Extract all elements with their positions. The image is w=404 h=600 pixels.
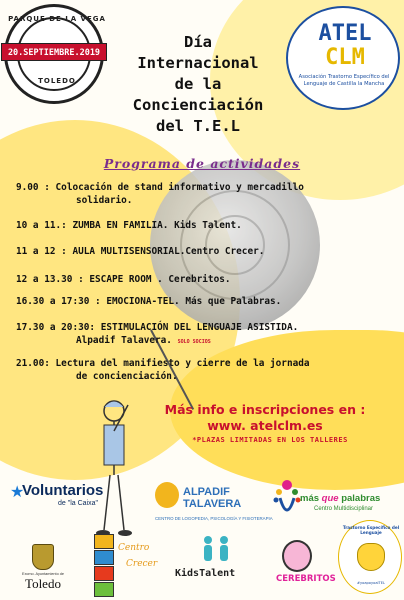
list-item: 17.30 a 20:30: ESTIMULACIÓN DEL LENGUAJE ASISTIDA. Alpadif Talavera. SOLO SOCIOS [16, 322, 299, 346]
programa-heading: Programa de actividades [103, 156, 301, 171]
info-line: Más info e inscripciones en : [164, 402, 366, 417]
kids-icon [198, 534, 234, 566]
title-line: del T.E.L [156, 117, 240, 135]
cerebritos-mascot-icon [282, 540, 312, 572]
cerebritos-logo: CEREBRITOS [276, 574, 336, 584]
alpadif-mark-icon [155, 482, 179, 508]
crest-icon [32, 544, 54, 570]
parque-vega-stamp [4, 4, 104, 104]
centro-crecer-logo: Centro Crecer [118, 543, 158, 569]
list-item: 21.00: Lectura del manifiesto y cierre de la jornada de concienciación. [16, 358, 310, 382]
website-link[interactable]: www. atelclm.es [207, 418, 323, 433]
star-icon: ★ [10, 484, 25, 501]
title-line: Concienciación [132, 96, 264, 114]
stamp-bottom-text: TOLEDO [38, 77, 76, 85]
atel-clm-logo [286, 6, 400, 110]
child-illustration [92, 395, 134, 540]
list-item: 9.00 : Colocación de stand informativo y mercadillo solidario. [16, 182, 304, 206]
list-item: 16.30 a 17:30 : EMOCIONA-TEL. Más que Palabras. [16, 296, 282, 307]
poster: PARQUE DE LA VEGA 20.SEPTIEMBRE.2019 TOLEDO Día Internacional de la Concienciación del T.E.L ATEL CLM Asociación Trastorno Específico del Lenguaje de Castilla la Mancha Programa de actividades 9.00 : Colocación de stand informativo y mercadillo solidario. 10 a 11.: ZUMBA EN FAMILIA. Kids Talent. 11 a 12 : AULA MULTISENSORIAL.Centro Crecer. 12 a 13.30 : ESCAPE ROOM . Cerebritos. 16.30 a 17:30 : EMOCIONA-TEL. Más que Palabras. 17.30 a 20:30: ESTIMULACIÓN DEL LENGUAJE ASISTIDA. Alpadif Talavera. SOLO SOCIOS 21.00: Lectura del manifiesto y cierre de la jornada de concienciación. Más info e inscripciones en : www. atelclm.es *PLAZAS LIMITADAS EN LOS TALLERES ★ Voluntarios de "la Caixa" ALPADIF TALAVERA CENTRO DE LOGOPEDIA, PSICOLOGÍA Y FISIOTERAPIA más que palabras Centro Multidisciplinar Excmo. Ayuntamiento de Toledo Centro Crecer KidsTalent CEREBRITOS Trastorno Específico del Lenguaje #yoapoyoalTEL [0, 0, 404, 600]
solo-socios-note: SOLO SOCIOS [177, 338, 211, 345]
atel-subtitle: Asociación Trastorno Específico del Lenguaje de Castilla la Mancha [298, 74, 390, 87]
atel-name: ATEL [318, 21, 372, 46]
voluntarios-logo: ★ Voluntarios de "la Caixa" [10, 482, 104, 507]
plazas-note: *PLAZAS LIMITADAS EN LOS TALLERES [192, 436, 348, 444]
event-title [108, 32, 288, 137]
stamp-date: 20.SEPTIEMBRE.2019 [1, 43, 107, 61]
blocks-icon [94, 534, 116, 596]
tel-badge: Trastorno Específico del Lenguaje #yoapoyoalTEL [338, 520, 402, 594]
person-icon [272, 478, 302, 522]
list-item: 12 a 13.30 : ESCAPE ROOM . Cerebritos. [16, 274, 231, 285]
list-item: 11 a 12 : AULA MULTISENSORIAL.Centro Crecer. [16, 246, 265, 257]
hand-icon [357, 543, 385, 571]
toledo-logo: Excmo. Ayuntamiento de Toledo [10, 544, 76, 592]
mas-que-palabras-logo: más que palabras Centro Multidisciplinar [300, 493, 381, 512]
title-line: Internacional [137, 54, 259, 72]
stamp-top-text: PARQUE DE LA VEGA [8, 15, 106, 23]
info-block [140, 402, 390, 434]
title-line: de la [174, 75, 222, 93]
title-line: Día [184, 33, 212, 51]
kidstalent-logo: KidsTalent [175, 568, 236, 579]
clm-name: CLM [325, 45, 365, 70]
list-item: 10 a 11.: ZUMBA EN FAMILIA. Kids Talent. [16, 220, 242, 231]
